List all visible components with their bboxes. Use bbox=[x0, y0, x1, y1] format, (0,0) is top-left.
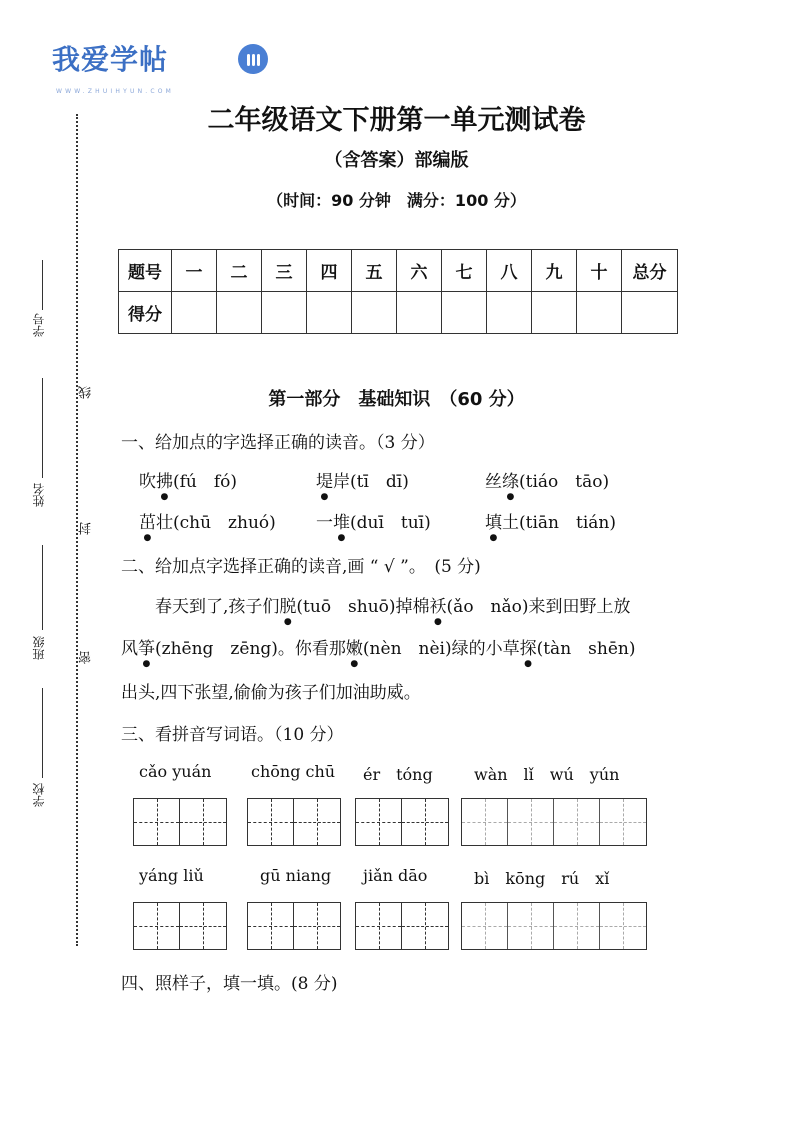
q1-item-text: 丝 bbox=[485, 472, 502, 492]
pinyin-label: chōng chū bbox=[251, 762, 336, 781]
score-cell[interactable] bbox=[307, 292, 352, 334]
q1-options[interactable]: (tī dī) bbox=[350, 472, 409, 492]
table-cell: 四 bbox=[307, 250, 352, 292]
class-line[interactable] bbox=[42, 545, 43, 630]
q2-options[interactable]: (tàn shēn) bbox=[536, 639, 636, 659]
name-label: 姓名 bbox=[32, 483, 46, 507]
q1-options[interactable]: (fú fó) bbox=[173, 472, 238, 492]
q1-item-text: 一 bbox=[316, 513, 333, 533]
score-cell[interactable] bbox=[622, 292, 678, 334]
q1-dotted-char: 堤 bbox=[316, 472, 333, 492]
table-cell: 二 bbox=[217, 250, 262, 292]
table-cell: 十 bbox=[577, 250, 622, 292]
q1-dotted-char: 茁 bbox=[139, 513, 156, 533]
q1-item bbox=[485, 467, 609, 502]
q1-item bbox=[139, 508, 276, 543]
pinyin-label: gū niang bbox=[260, 866, 332, 885]
q1-item-text: 吹 bbox=[139, 472, 156, 492]
score-cell[interactable] bbox=[217, 292, 262, 334]
pinyin-label: bì kōng rú xǐ bbox=[474, 869, 610, 888]
table-cell: 得分 bbox=[119, 292, 172, 334]
seal-char-line: 线 bbox=[79, 386, 94, 399]
q2-dotted-char: 脱 bbox=[279, 597, 297, 617]
school-label: 学校 bbox=[32, 783, 46, 807]
score-cell[interactable] bbox=[262, 292, 307, 334]
table-cell: 一 bbox=[172, 250, 217, 292]
q1-dotted-char: 堆 bbox=[333, 513, 350, 533]
q1-dotted-char: 绦 bbox=[502, 472, 519, 492]
table-cell: 五 bbox=[352, 250, 397, 292]
student-id-line[interactable] bbox=[42, 260, 43, 310]
table-cell: 八 bbox=[487, 250, 532, 292]
q2-dotted-char: 袄 bbox=[429, 597, 447, 617]
pinyin-label: wàn lǐ wú yún bbox=[474, 765, 620, 784]
q1-options[interactable]: (tiān tián) bbox=[519, 513, 616, 533]
q2-text: 春天到了,孩子们 bbox=[121, 597, 280, 617]
q2-paragraph-line-1 bbox=[121, 592, 631, 627]
q1-dotted-char: 填 bbox=[485, 513, 502, 533]
table-cell: 题号 bbox=[119, 250, 172, 292]
q4-title: 四、照样子，填一填。(8 分) bbox=[121, 974, 338, 994]
q2-paragraph-line-2 bbox=[121, 634, 635, 669]
q2-title: 二、给加点字选择正确的读音,画 “ √ ”。 (5 分) bbox=[121, 557, 481, 577]
student-id-label: 学号 bbox=[32, 313, 46, 337]
q1-item-text: 岸 bbox=[333, 472, 350, 492]
q2-dotted-char: 嫩 bbox=[345, 639, 363, 659]
q1-item bbox=[139, 467, 237, 502]
score-cell[interactable] bbox=[577, 292, 622, 334]
writing-grid[interactable] bbox=[355, 798, 449, 846]
writing-grid[interactable] bbox=[461, 798, 647, 846]
score-table bbox=[118, 249, 678, 334]
score-cell[interactable] bbox=[532, 292, 577, 334]
q2-options[interactable]: (nèn nèi)绿的小草 bbox=[362, 639, 520, 659]
writing-grid[interactable] bbox=[133, 902, 227, 950]
q2-dotted-char: 筝 bbox=[138, 639, 155, 659]
writing-grid[interactable] bbox=[247, 798, 341, 846]
seal-char-seal: 封 bbox=[79, 522, 94, 535]
writing-grid[interactable] bbox=[355, 902, 449, 950]
writing-grid[interactable] bbox=[461, 902, 647, 950]
pinyin-label: ér tóng bbox=[363, 765, 433, 784]
q2-options[interactable]: (ǎo nǎo)来到田野上放 bbox=[446, 597, 631, 617]
q3-title: 三、看拼音写词语。（10 分） bbox=[121, 725, 344, 745]
q2-dotted-char: 探 bbox=[519, 639, 537, 659]
seal-char-secret: 密 bbox=[79, 651, 94, 664]
page-subtitle: （含答案）部编版 bbox=[324, 150, 469, 171]
score-cell[interactable] bbox=[352, 292, 397, 334]
q1-dotted-char: 拂 bbox=[156, 472, 173, 492]
q1-options[interactable]: (chū zhuó) bbox=[173, 513, 276, 533]
q1-item bbox=[316, 467, 409, 502]
q1-item-text: 壮 bbox=[156, 513, 173, 533]
table-cell: 三 bbox=[262, 250, 307, 292]
class-label: 班级 bbox=[32, 636, 46, 660]
writing-grid[interactable] bbox=[247, 902, 341, 950]
score-cell[interactable] bbox=[487, 292, 532, 334]
q1-item bbox=[316, 508, 431, 543]
school-line[interactable] bbox=[42, 688, 43, 778]
table-cell: 七 bbox=[442, 250, 487, 292]
q2-options[interactable]: (zhēng zēng)。你看那 bbox=[155, 639, 346, 659]
part1-title: 第一部分 基础知识 （60 分） bbox=[268, 389, 525, 410]
writing-grid[interactable] bbox=[133, 798, 227, 846]
q2-options[interactable]: (tuō shuō)掉棉 bbox=[296, 597, 430, 617]
q2-text: 风 bbox=[121, 639, 138, 659]
pinyin-label: cǎo yuán bbox=[139, 762, 212, 781]
score-cell[interactable] bbox=[442, 292, 487, 334]
q1-options[interactable]: (duī tuī) bbox=[350, 513, 431, 533]
q1-item bbox=[485, 508, 616, 543]
score-table-score-row bbox=[119, 292, 678, 334]
chat-bubble-icon bbox=[238, 44, 268, 74]
table-cell: 总分 bbox=[622, 250, 678, 292]
q1-item-text: 土 bbox=[502, 513, 519, 533]
page-title: 二年级语文下册第一单元测试卷 bbox=[207, 105, 586, 136]
score-table-header-row bbox=[119, 250, 678, 292]
logo-url: WWW.ZHUIHYUN.COM bbox=[56, 88, 175, 95]
pinyin-label: jiǎn dāo bbox=[363, 866, 428, 885]
q2-paragraph-line-3: 出头,四下张望,偷偷为孩子们加油助威。 bbox=[121, 683, 421, 703]
q1-title: 一、给加点的字选择正确的读音。（3 分） bbox=[121, 433, 435, 453]
time-info: （时间：90 分钟 满分：100 分） bbox=[267, 191, 526, 210]
logo-text: 我爱学帖 bbox=[52, 43, 169, 76]
q1-options[interactable]: (tiáo tāo) bbox=[519, 472, 610, 492]
score-cell[interactable] bbox=[397, 292, 442, 334]
pinyin-label: yáng liǔ bbox=[139, 866, 204, 885]
table-cell: 六 bbox=[397, 250, 442, 292]
score-cell[interactable] bbox=[172, 292, 217, 334]
table-cell: 九 bbox=[532, 250, 577, 292]
